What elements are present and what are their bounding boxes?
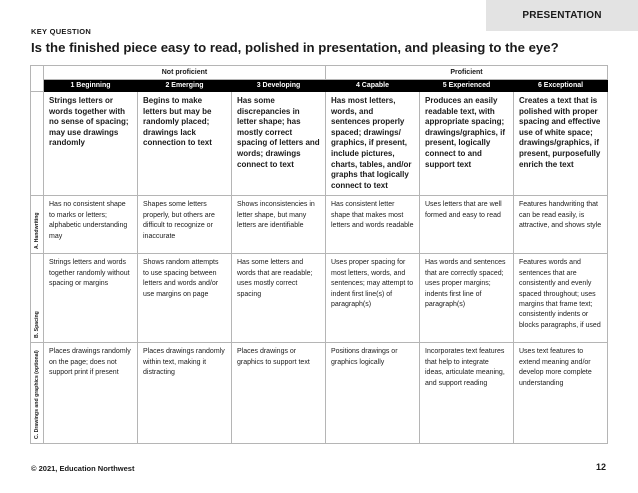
table-cell: Features words and sentences that are consistently and evenly spaced throughout; uses margins that frame text; consistently indents or blocks paragraphs, if used	[514, 254, 608, 343]
table-cell: Places drawings randomly within text, making it distracting	[138, 343, 232, 444]
table-cell: Positions drawings or graphics logically	[326, 343, 420, 444]
summary-row	[31, 92, 608, 196]
page-number: 12	[596, 462, 607, 472]
group-header-proficient: Proficient	[326, 66, 608, 80]
table-cell: Shows random attempts to use spacing between letters and words and/or use margins on page	[138, 254, 232, 343]
level-header: 2 Emerging	[138, 80, 232, 92]
group-header-not-proficient: Not proficient	[44, 66, 326, 80]
table-cell: Features handwriting that can be read easily, is attractive, and shows style	[514, 196, 608, 254]
row-label-empty	[31, 92, 44, 196]
table-cell: Uses text features to extend meaning and/or develop more complete understanding	[514, 343, 608, 444]
row-label: A. Handwriting	[31, 196, 44, 254]
table-cell: Uses letters that are well formed and easy to read	[420, 196, 514, 254]
level-header: 1 Beginning	[44, 80, 138, 92]
table-cell: Shapes some letters properly, but others are difficult to recognize or inaccurate	[138, 196, 232, 254]
copyright-footer: © 2021, Education Northwest	[31, 464, 135, 473]
table-row	[31, 343, 608, 444]
table-cell: Places drawings or graphics to support text	[232, 343, 326, 444]
table-cell: Places drawings randomly on the page; does not support print if present	[44, 343, 138, 444]
table-cell: Has no consistent shape to marks or letters; alphabetic understanding may	[44, 196, 138, 254]
table-cell: Has words and sentences that are correctly spaced; uses proper margins; indents first line of paragraph(s)	[420, 254, 514, 343]
table-row	[31, 254, 608, 343]
key-question-label: KEY QUESTION	[31, 27, 92, 36]
summary-cell: Creates a text that is polished with proper spacing and effective use of white space; drawings/graphics, if present, purposefully enrich the text	[514, 92, 608, 196]
level-header: 3 Developing	[232, 80, 326, 92]
table-cell: Strings letters and words together randomly without spacing or margins	[44, 254, 138, 343]
section-tab: PRESENTATION	[486, 0, 638, 31]
level-header: 6 Exceptional	[514, 80, 608, 92]
table-cell: Has some letters and words that are readable; uses mostly correct spacing	[232, 254, 326, 343]
rubric-table	[30, 65, 608, 444]
summary-cell: Has some discrepancies in letter shape; has mostly correct spacing of letters and words; drawings connect to text	[232, 92, 326, 196]
summary-cell: Strings letters or words together with no sense of spacing; may use drawings randomly	[44, 92, 138, 196]
level-header: 4 Capable	[326, 80, 420, 92]
row-label: B. Spacing	[31, 254, 44, 343]
summary-cell: Has most letters, words, and sentences properly spaced; drawings/ graphics, if present, include pictures, charts, tables, and/or graphs that logically connect to text	[326, 92, 420, 196]
table-cell: Shows inconsistencies in letter shape, but many letters are identifiable	[232, 196, 326, 254]
table-cell: Uses proper spacing for most letters, words, and sentences; may attempt to indent first line(s) of paragraph(s)	[326, 254, 420, 343]
table-cell: Incorporates text features that help to integrate ideas, articulate meaning, and support reading	[420, 343, 514, 444]
level-header: 5 Experienced	[420, 80, 514, 92]
corner-cell	[31, 66, 44, 92]
page-title: Is the finished piece easy to read, polished in presentation, and pleasing to the eye?	[31, 40, 559, 55]
table-cell: Has consistent letter shape that makes most letters and words readable	[326, 196, 420, 254]
table-row	[31, 196, 608, 254]
row-label: C. Drawings and graphics (optional)	[31, 343, 44, 444]
summary-cell: Produces an easily readable text, with appropriate spacing; drawings/graphics, if present, logically connect to and support text	[420, 92, 514, 196]
summary-cell: Begins to make letters but may be randomly placed; drawings lack connection to text	[138, 92, 232, 196]
